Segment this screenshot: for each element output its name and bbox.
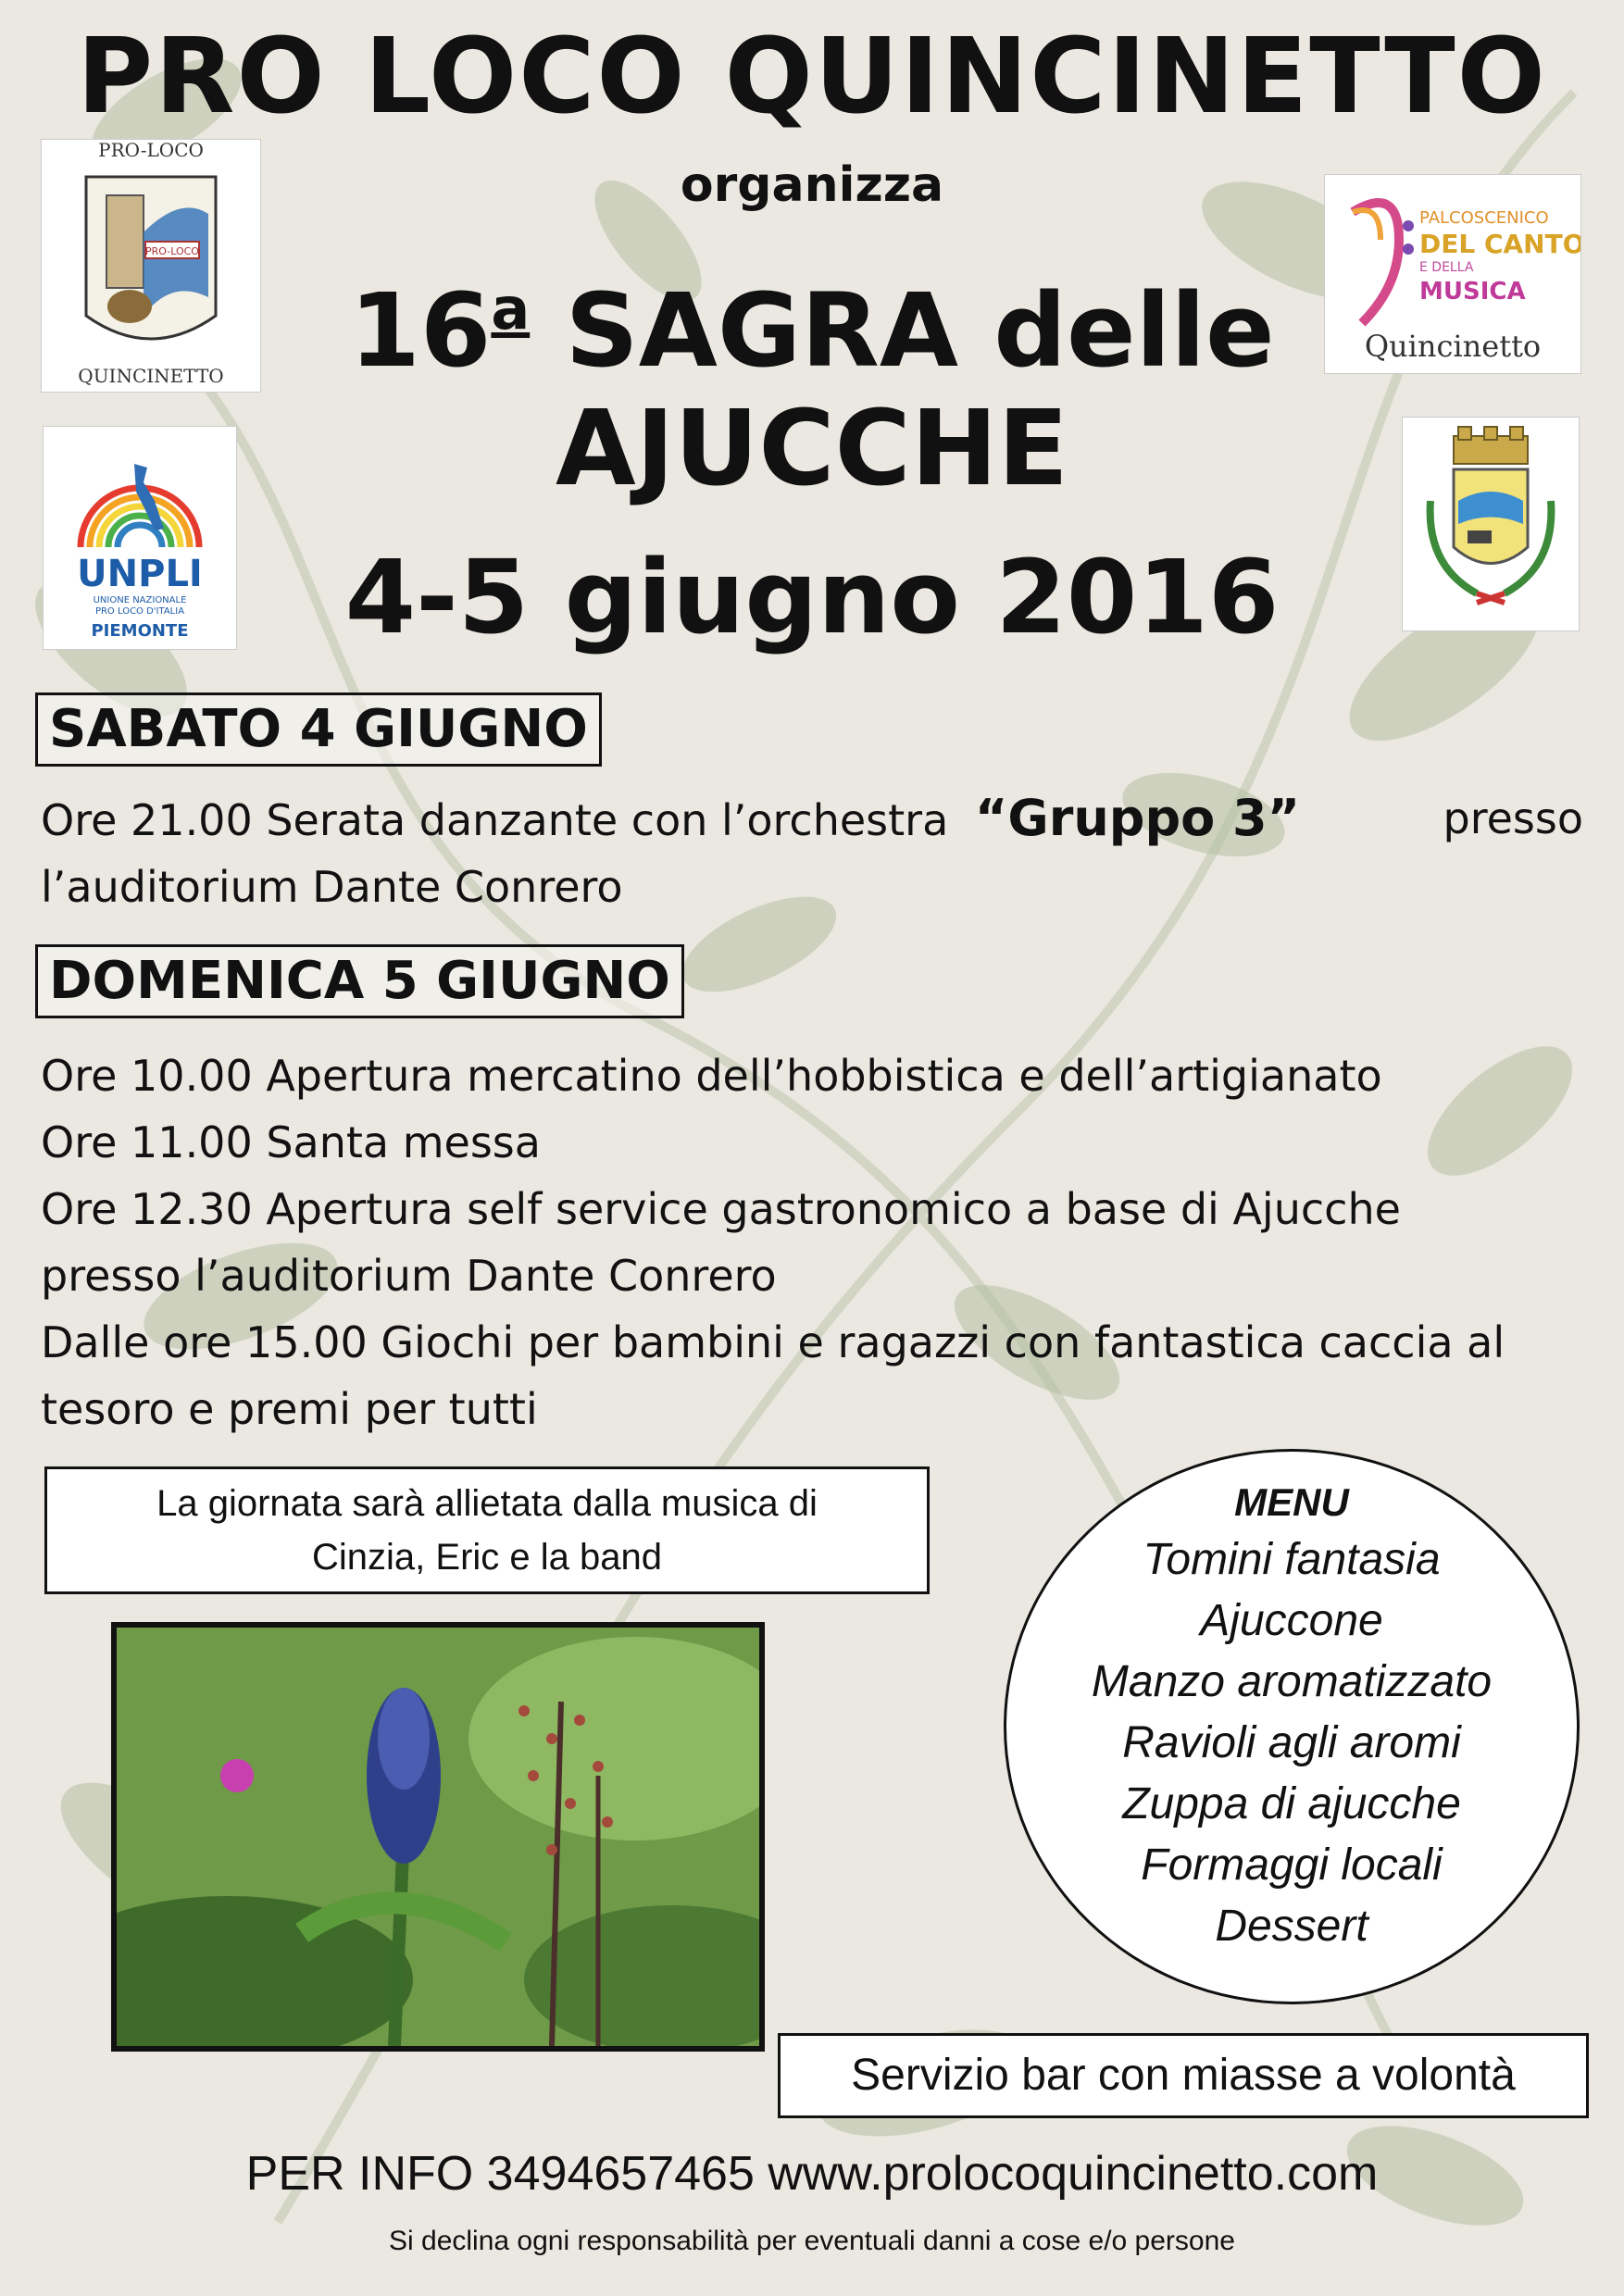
saturday-line1-presso: presso — [1443, 793, 1583, 843]
music-box — [44, 1466, 930, 1594]
saturday-line2: l’auditorium Dante Conrero — [41, 862, 623, 912]
page-title: PRO LOCO QUINCINETTO — [77, 17, 1547, 137]
sunday-line: presso l’auditorium Dante Conrero — [41, 1251, 777, 1301]
organizza-label: organizza — [680, 157, 944, 213]
event-dates: 4-5 giugno 2016 — [344, 538, 1280, 656]
proloco-logo-ribbon: PRO-LOCO — [145, 245, 199, 257]
unpli-sub2: PRO LOCO D'ITALIA — [94, 606, 185, 617]
palco-line4: MUSICA — [1419, 278, 1526, 306]
unpli-logo — [43, 426, 237, 650]
palcoscenico-logo — [1324, 174, 1581, 374]
menu-item: Ravioli agli aromi — [1122, 1718, 1461, 1767]
proloco-logo-top: PRO-LOCO — [98, 140, 204, 161]
event-title-line2: AJUCCHE — [556, 389, 1068, 509]
menu-heading: MENU — [1234, 1480, 1349, 1524]
flower-photo — [111, 1622, 765, 2052]
sunday-line: Ore 12.30 Apertura self service gastronomico a base di Ajucche — [41, 1184, 1401, 1234]
sunday-line: tesoro e premi per tutti — [41, 1384, 538, 1434]
edition-suffix: a — [491, 275, 531, 343]
palco-line1: PALCOSCENICO — [1419, 208, 1549, 228]
comune-crest-logo — [1402, 417, 1580, 631]
sunday-heading: DOMENICA 5 GIUGNO — [35, 944, 684, 1018]
saturday-heading: SABATO 4 GIUGNO — [35, 693, 602, 767]
sunday-line: Ore 10.00 Apertura mercatino dell’hobbistica e dell’artigianato — [41, 1051, 1382, 1101]
proloco-logo — [41, 139, 261, 393]
orchestra-name: “Gruppo 3” — [974, 789, 1301, 847]
proloco-logo-bottom: QUINCINETTO — [78, 365, 224, 387]
disclaimer: Si declina ogni responsabilità per eventuali danni a cose e/o persone — [389, 2226, 1235, 2256]
menu-item: Dessert — [1215, 1902, 1368, 1951]
music-box-line1: La giornata sarà allietata dalla musica di — [156, 1483, 818, 1524]
bar-service-box: Servizio bar con miasse a volontà — [778, 2033, 1589, 2118]
palco-line2: DEL CANTO — [1419, 229, 1580, 259]
menu-item: Formaggi locali — [1141, 1841, 1443, 1890]
palco-line5: Quincinetto — [1364, 329, 1542, 364]
sunday-line: Dalle ore 15.00 Giochi per bambini e ragazzi con fantastica caccia al — [41, 1317, 1505, 1367]
sunday-line: Ore 11.00 Santa messa — [41, 1117, 541, 1167]
menu-item: Tomini fantasia — [1143, 1535, 1441, 1584]
menu-item: Manzo aromatizzato — [1091, 1657, 1493, 1706]
unpli-name: UNPLI — [77, 553, 203, 595]
unpli-sub1: UNIONE NAZIONALE — [93, 595, 187, 605]
menu-oval — [1004, 1449, 1580, 2004]
music-box-line2: Cinzia, Eric e la band — [312, 1537, 662, 1578]
unpli-region: PIEMONTE — [91, 621, 189, 641]
contact-info: PER INFO 3494657465 www.prolocoquincinetto.com — [245, 2147, 1379, 2201]
menu-item: Zuppa di ajucche — [1122, 1779, 1461, 1828]
sagra-text: SAGRA delle — [565, 271, 1275, 390]
saturday-line1 — [41, 785, 1583, 854]
edition-number: 16 — [349, 271, 492, 390]
saturday-line1-text: Ore 21.00 Serata danzante con l’orchestra — [41, 795, 949, 845]
menu-item: Ajuccone — [1200, 1596, 1383, 1645]
palco-line3: E DELLA — [1419, 260, 1474, 275]
